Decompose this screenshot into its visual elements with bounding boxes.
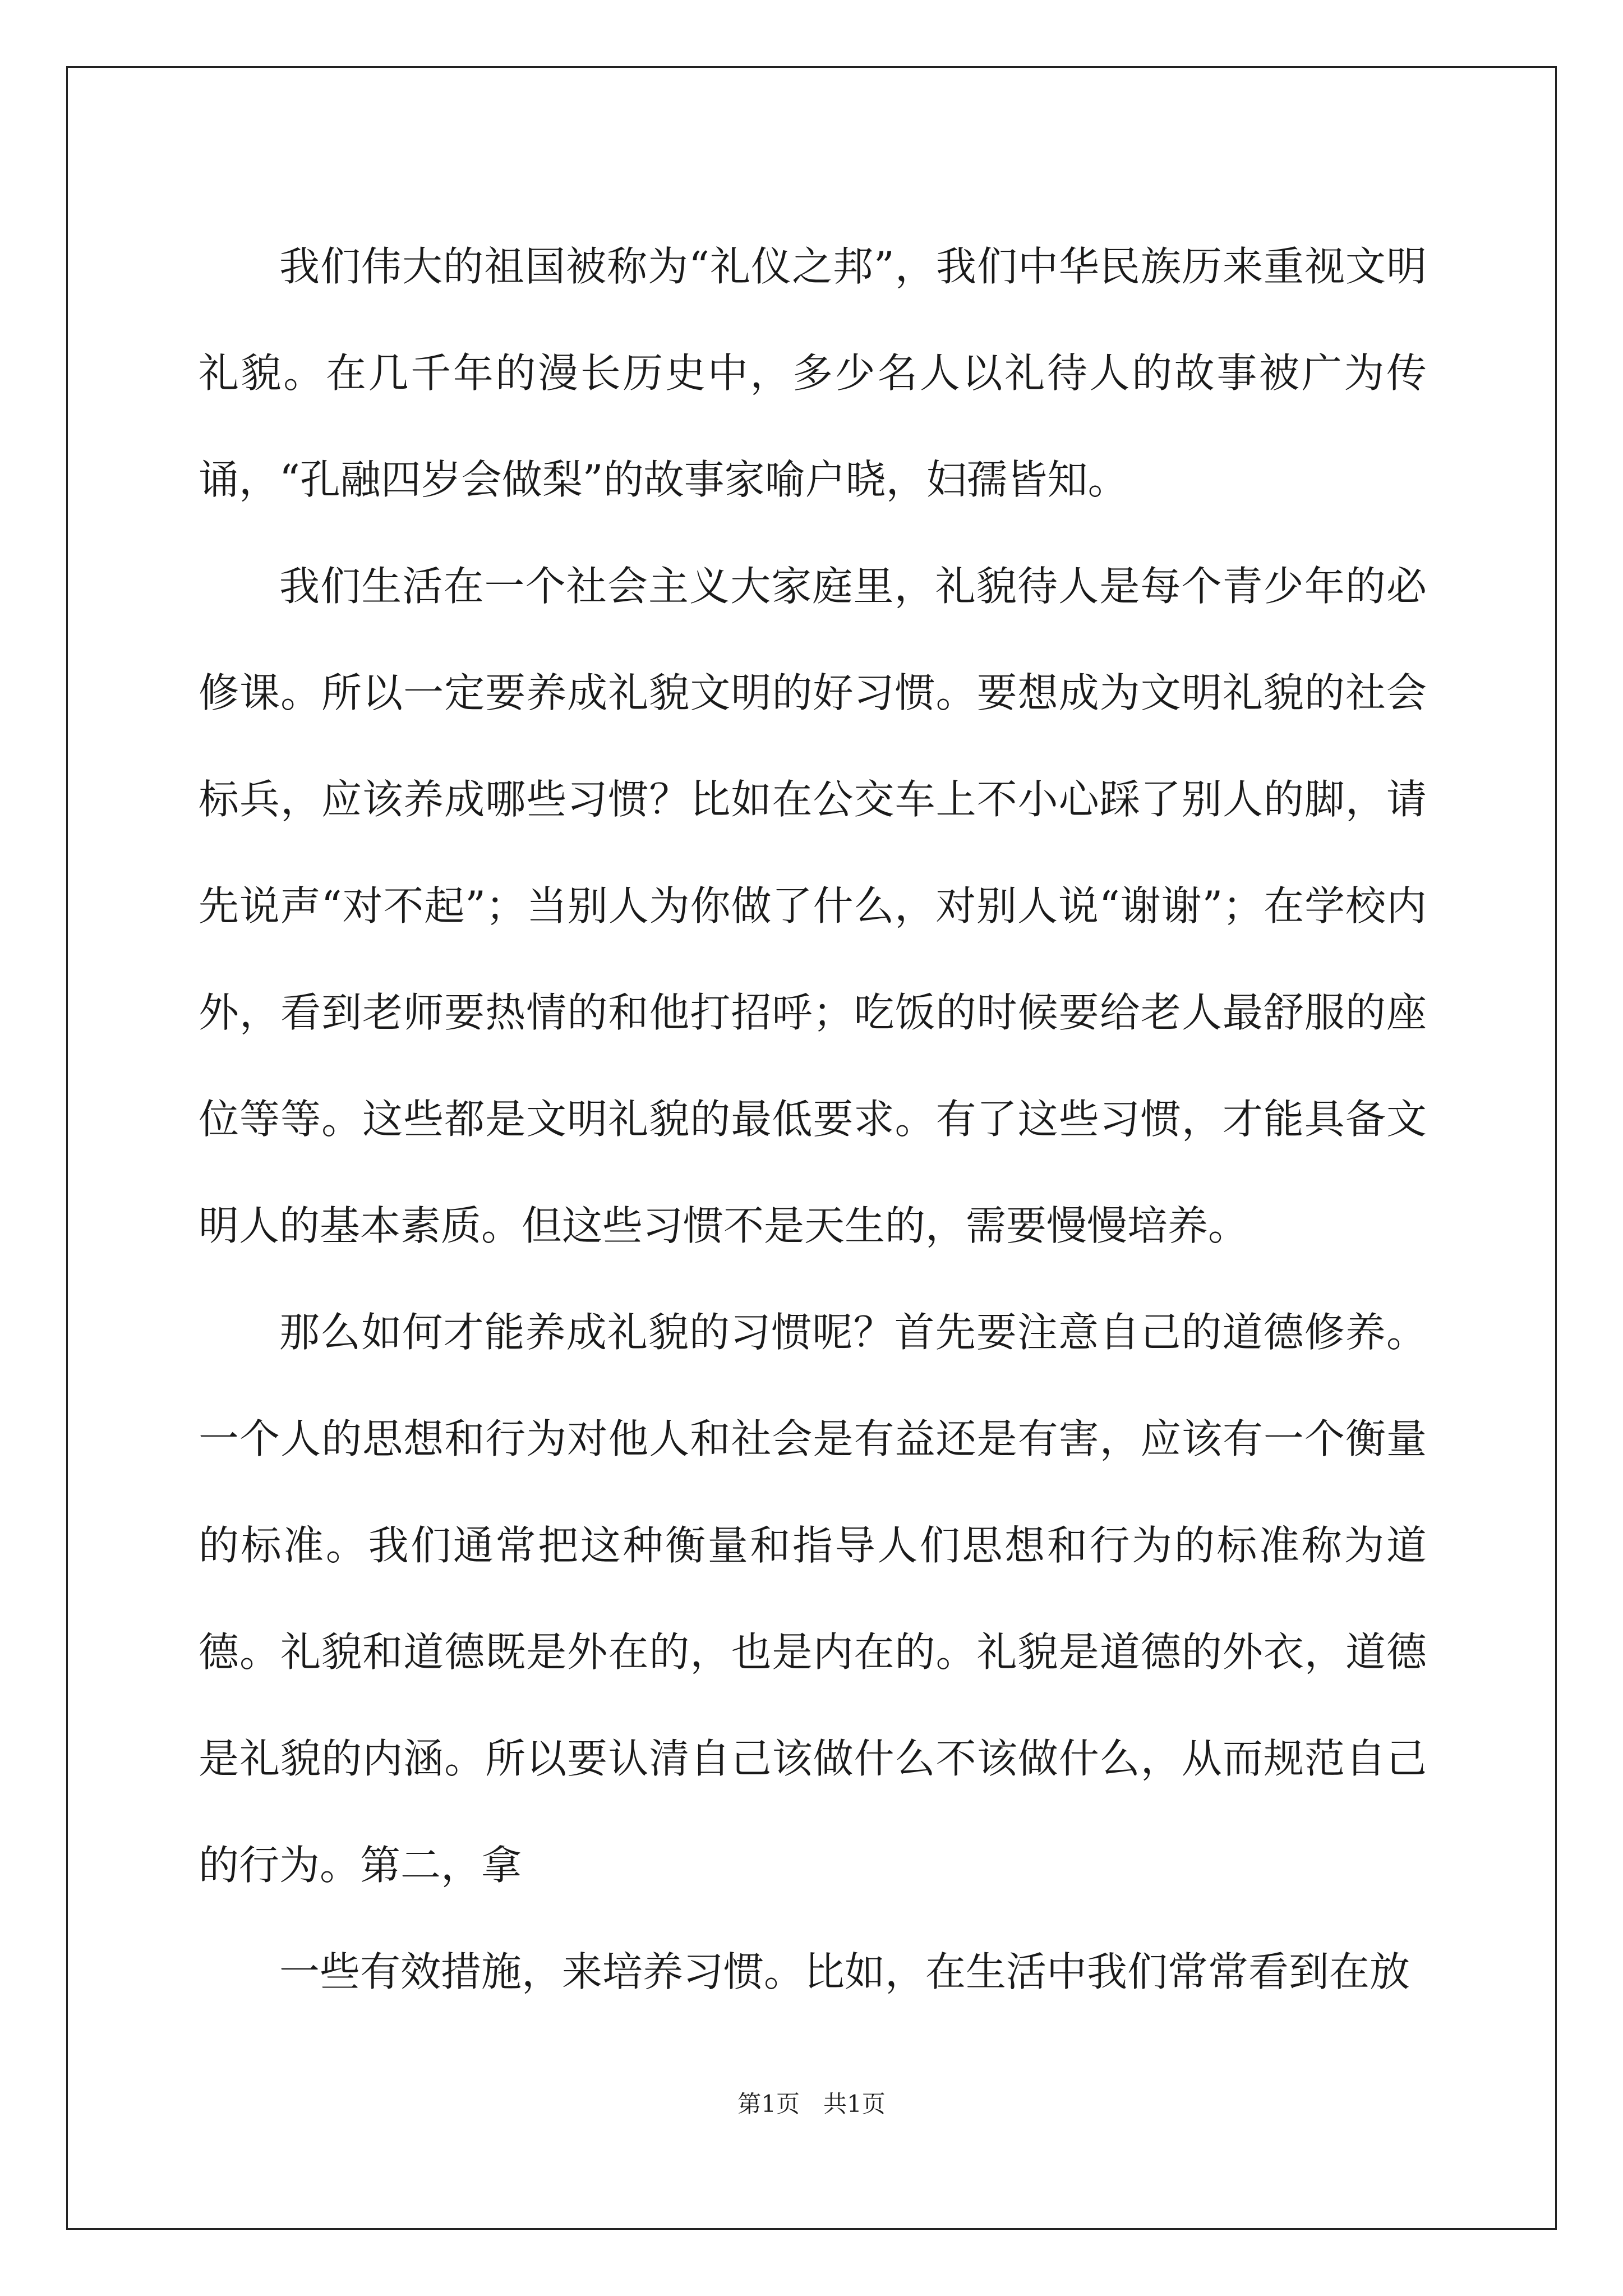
paragraph: 那么如何才能养成礼貌的习惯呢？首先要注意自己的道德修养。一个人的思想和行为对他人和社会是有益还是有害，应该有一个衡量的标准。我们通常把这种衡量和指导人们思想和行为的标准称为道德。礼貌和道德既是外在的，也是内在的。礼貌是道德的外衣，道德是礼貌的内涵。所以要认清自己该做什么不该做什么，从而规范自己的行为。第二，拿 <box>199 1309 1427 1889</box>
paragraph: 我们伟大的祖国被称为“礼仪之邦”，我们中华民族历来重视文明礼貌。在几千年的漫长历史中，多少名人以礼待人的故事被广为传诵，“孔融四岁会做梨”的故事家喻户晓，妇孺皆知。 <box>199 243 1427 503</box>
document-body <box>199 213 1427 2025</box>
page-number-footer: 第1页 共1页 <box>737 2090 886 2118</box>
paragraph: 我们生活在一个社会主义大家庭里，礼貌待人是每个青少年的必修课。所以一定要养成礼貌文明的好习惯。要想成为文明礼貌的社会标兵，应该养成哪些习惯？比如在公交车上不小心踩了别人的脚，请先说声“对不起”；当别人为你做了什么，对别人说“谢谢”；在学校内外，看到老师要热情的和他打招呼；吃饭的时候要给老人最舒服的座位等等。这些都是文明礼貌的最低要求。有了这些习惯，才能具备文明人的基本素质。但这些习惯不是天生的，需要慢慢培养。 <box>199 563 1427 1249</box>
paragraph: 一些有效措施，来培养习惯。比如，在生活中我们常常看到在放 <box>279 1948 1410 1995</box>
